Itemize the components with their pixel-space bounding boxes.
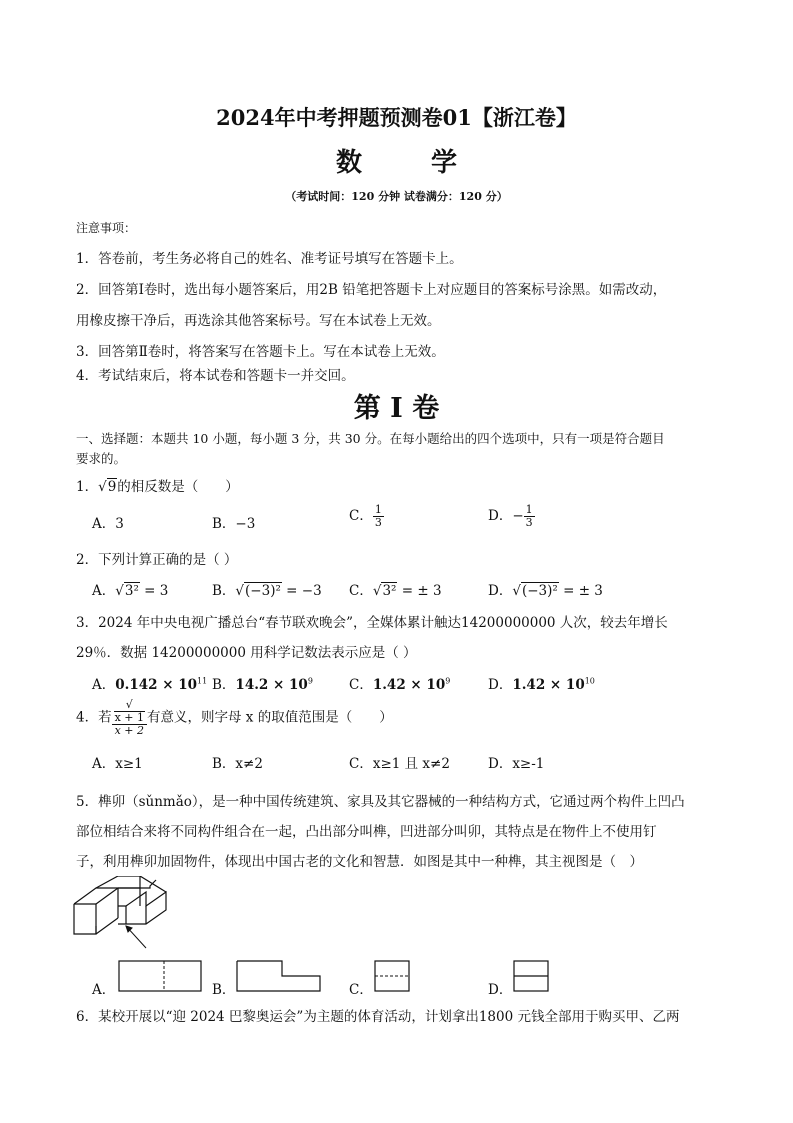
q3-a-base: 0.142 × 10 [115,677,198,693]
q1-option-b: B．−3 [212,516,256,532]
q4-prefix: 4．若 [76,709,112,726]
sqrt-symbol: √ [512,583,521,599]
q3-c-label: C． [349,677,373,693]
q5-option-d-figure [513,960,549,992]
q3-option-a [92,673,207,693]
fraction-denominator: 3 [374,516,382,529]
q3-b-label: B． [212,677,236,693]
q2-option-d [488,579,603,599]
sqrt-symbol: √ [125,698,133,711]
fraction-numerator: 1 [374,503,382,516]
q3-c-exponent: 9 [445,676,451,686]
q5-option-a: A． [92,982,116,998]
q1-d-label: D．− [488,508,524,524]
fraction-denominator: 3 [525,516,533,529]
q2-a-label: A． [92,583,116,599]
note-item: 3．回答第Ⅱ卷时，将答案写在答题卡上。写在本试卷上无效。 [76,344,445,360]
q3-d-exponent: 10 [584,676,595,686]
note-item: 4．考试结束后，将本试卷和答题卡一并交回。 [76,368,355,384]
q1-number: 1． [76,479,99,495]
q1-option-d [488,504,535,529]
sqrt-symbol: √ [115,583,124,599]
q5-option-a-figure [118,960,202,992]
fraction [112,699,147,737]
fraction-denominator: x + 2 [114,724,145,737]
q3-a-exponent: 11 [197,676,208,686]
note-item: 2．回答第Ⅰ卷时，选出每小题答案后，用2B 铅笔把答题卡上对应题目的答案标号涂黑。如需改动， [76,282,667,298]
q3-d-label: D． [488,677,513,693]
note-item: 1．答卷前，考生务必将自己的姓名、准考证号填写在答题卡上。 [76,251,463,267]
q3-d-base: 1.42 × 10 [512,677,585,693]
q2-c-rest: = ± 3 [397,583,442,599]
q5-option-c: C． [349,982,373,998]
q2-b-rest: = −3 [281,583,322,599]
section-title: 第 I 卷 [353,393,440,424]
q3-c-base: 1.42 × 10 [372,677,446,693]
time-info: （考试时间：120 分钟 试卷满分：120 分） [285,190,508,203]
q1-radicand: 9 [107,479,117,495]
fraction-numerator [112,699,147,725]
q5-option-b: B． [212,982,236,998]
question-2: 2．下列计算正确的是（ ） [76,552,238,568]
q2-d-label: D． [488,583,513,599]
q1-option-c [349,504,384,529]
q2-b-radicand: (−3)² [245,583,281,599]
fraction [373,504,384,529]
question-3-cont: 29％．数据 14200000000 用科学记数法表示应是（ ） [76,645,417,661]
q3-b-base: 14.2 × 10 [235,677,308,693]
q3-a-label: A． [92,677,116,693]
sqrt-symbol: √ [235,583,245,599]
question-6: 6．某校开展以“迎 2024 巴黎奥运会”为主题的体育活动，计划拿出1800 元钱全部用于购买甲、乙两 [76,1009,680,1025]
note-item: 用橡皮擦干净后，再选涂其他答案标号。写在本试卷上无效。 [76,313,441,329]
q1-option-a: A．3 [92,516,124,532]
q3-option-b [212,673,313,693]
q4-option-a: A．x≥1 [92,756,143,772]
question-1 [76,475,239,495]
notes-heading: 注意事项： [76,221,137,235]
fraction-numerator: 1 [525,503,533,516]
q4-option-d: D．x≥-1 [488,756,545,772]
q5-option-b-figure [236,960,322,992]
q2-b-label: B． [212,583,236,599]
question-4 [76,699,393,737]
q3-option-c [349,673,450,693]
q2-option-b [212,579,322,599]
q1-c-label: C． [349,508,373,524]
question-3: 3．2024 年中央电视广播总台“春节联欢晚会”，全媒体累计触达14200000000 人次，较去年增长 [76,615,668,631]
q1-stem: 的相反数是（ ） [117,479,239,495]
q2-c-label: C． [349,583,373,599]
q2-d-rest: = ± 3 [558,583,603,599]
subject-title: 数 学 [335,148,488,178]
q2-option-c [349,579,442,599]
q2-d-radicand: (−3)² [521,583,558,599]
q4-stem: 有意义，则字母 x 的取值范围是（ ） [147,709,393,726]
q4-option-b: B．x≠2 [212,756,263,772]
question-5: 5．榫卯（sǔnmǎo），是一种中国传统建筑、家具及其它器械的一种结构方式，它通过两个构件上凹凸 [76,794,685,810]
q5-option-d: D． [488,982,513,998]
q2-c-radicand: 3² [382,583,397,599]
question-5-cont: 部位相结合来将不同构件组合在一起，凸出部分叫榫，凹进部分叫卯，其特点是在物件上不使用钉 [76,824,657,840]
q2-option-a [92,579,168,599]
exam-title: 2024年中考押题预测卷01【浙江卷】 [216,105,577,130]
section-instructions: 一、选择题：本题共 10 小题，每小题 3 分，共 30 分。在每小题给出的四个选项中，只有一项是符合题目 [76,431,665,446]
q5-option-c-figure [374,960,410,992]
tenon-3d-figure [70,876,190,956]
sqrt-symbol: √ [98,479,107,495]
question-5-cont: 子，利用榫卯加固物件，体现出中国古老的文化和智慧．如图是其中一种榫，其主视图是（ ） [76,854,643,870]
sqrt-symbol: √ [372,583,382,599]
q4-radicand: x + 1 [114,711,145,724]
q4-option-c: C．x≥1 且 x≠2 [349,756,450,772]
section-instructions-cont: 要求的。 [76,451,127,466]
q2-a-radicand: 3² [124,583,139,599]
fraction [524,504,535,529]
q3-option-d [488,673,595,693]
q2-a-rest: = 3 [139,583,169,599]
q3-b-exponent: 9 [307,676,313,686]
